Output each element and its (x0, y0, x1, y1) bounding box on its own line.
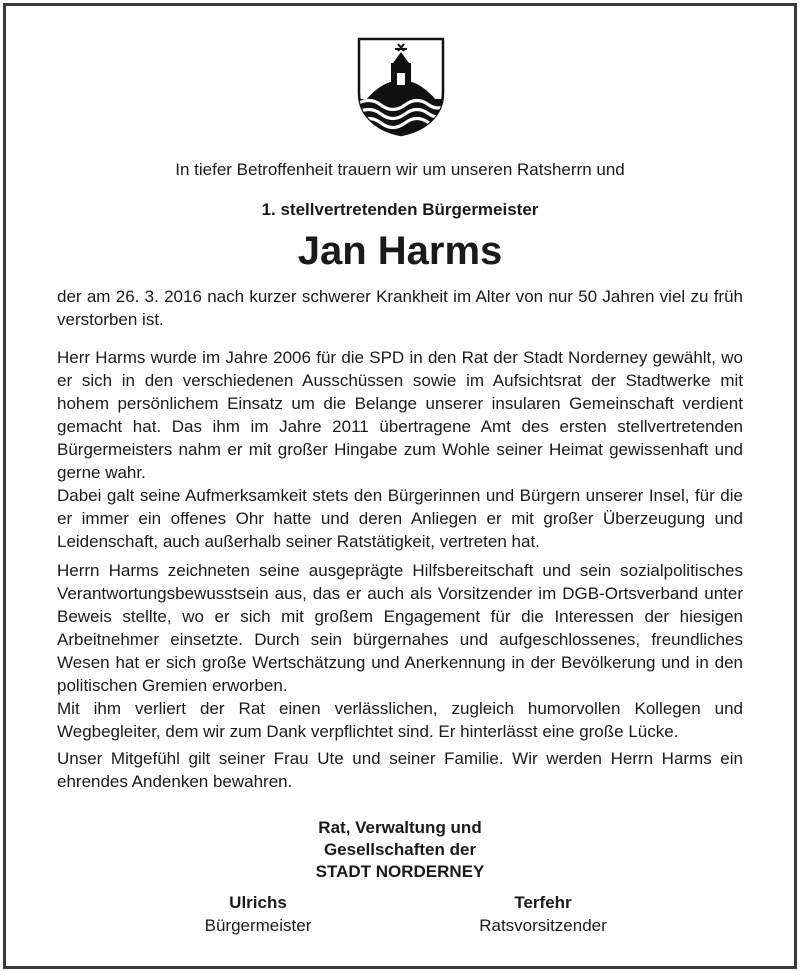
signature-title: Ratsvorsitzender (479, 916, 607, 935)
sender-block (250, 817, 550, 883)
engagement-text: Dabei galt seine Aufmerksamkeit stets den Bürgerinnen und Bürgern unserer Insel, für die er immer ein offenes Ohr hatte und deren Anliegen er mit großer Überzeugung und Leidenschaft, auch außerhalb seiner Ratstätigkeit, vertreten hat. (57, 486, 743, 551)
condolence-paragraph: Unser Mitgefühl gilt seiner Frau Ute und seiner Familie. Wir werden Herrn Harms ein ehrendes Andenken bewahren. (57, 749, 743, 791)
sender-line-3: STADT NORDERNEY (315, 862, 485, 881)
sender-line-1: Rat, Verwaltung und (318, 818, 482, 837)
intro-line: In tiefer Betroffenheit trauern wir um unseren Ratsherrn und (175, 160, 625, 179)
deceased-name: Jan Harms (297, 229, 503, 273)
signature-title: Bürgermeister (204, 916, 312, 935)
deceased-role: 1. stellvertretenden Bürgermeister (261, 200, 539, 219)
career-paragraph (57, 346, 743, 553)
sender-line-2: Gesellschaften der (323, 840, 477, 859)
loss-text: Mit ihm verliert der Rat einen verlässlichen, zugleich humorvollen Kollegen und Wegbegleiter, dem wir zum Dank verpflichtet sind. Er hinterlässt eine große Lücke. (57, 699, 743, 741)
career-text: Herr Harms wurde im Jahre 2006 für die SPD in den Rat der Stadt Norderney gewählt, wo er sich in den verschiedenen Ausschüssen sowie im Aufsichtsrat der Stadtwerke mit hohem persönlichem Einsatz um die Belange unserer insularen Gemeinschaft verdient gemacht hat. Das ihm im Jahre 2011 übertragene Amt des ersten stellvertretenden Bürgermeisters nahm er mit großer Hingabe zum Wohle seiner Heimat gewissenhaft und gerne wahr. (57, 348, 743, 482)
tribute-paragraph (57, 559, 743, 743)
tribute-text: Herrn Harms zeichneten seine ausgeprägte Hilfsbereitschaft und sein sozialpolitisches Verantwortungsbewusstsein aus, das er auch als Vorsitzender im DGB-Ortsverband unter Beweis stellte, wo er sich mit großem Engagement für die Interessen der hiesigen Arbeitnehmer einsetzte. Durch sein bürgernahes und aufgeschlossenes, freundliches Wesen hat er sich große Wertschätzung und Anerkennung in der Bevölkerung und in den politischen Gremien erworben. (57, 561, 743, 695)
signature-council-chair (423, 891, 663, 937)
norderney-coat-of-arms-icon (355, 35, 447, 137)
signature-mayor (138, 891, 378, 937)
signature-name: Terfehr (514, 893, 572, 912)
death-paragraph: der am 26. 3. 2016 nach kurzer schwerer Krankheit im Alter von nur 50 Jahren viel zu früh verstorben ist. (57, 287, 743, 329)
signature-name: Ulrichs (229, 893, 287, 912)
